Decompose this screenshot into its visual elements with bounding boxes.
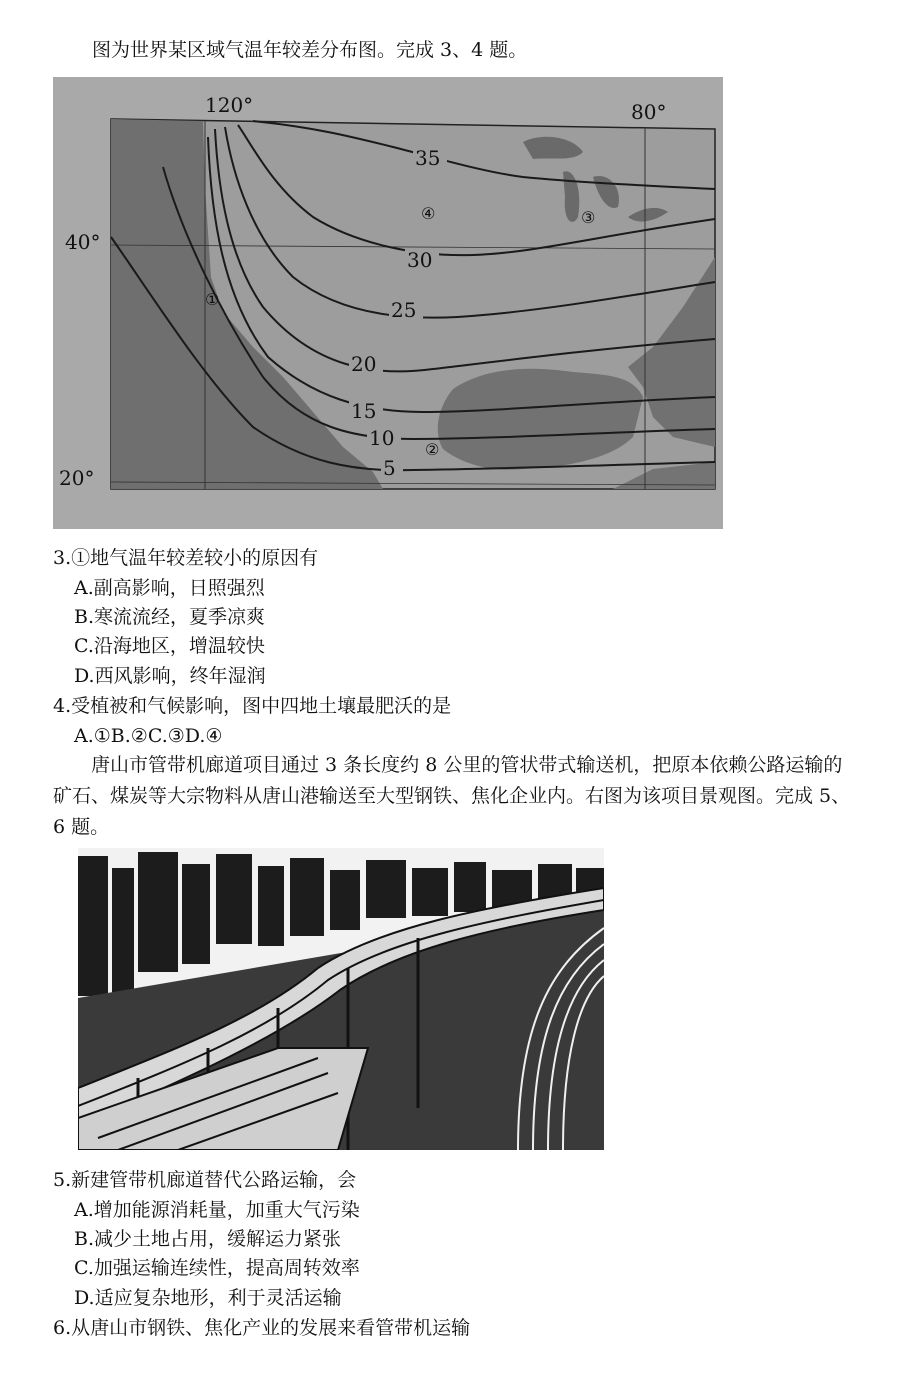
point-2-label: ② — [425, 440, 440, 459]
lat-label-20: 20° — [59, 466, 95, 490]
isoline-label-35: 35 — [415, 146, 441, 170]
point-4-label: ④ — [421, 204, 436, 223]
isoline-label-15: 15 — [351, 399, 377, 423]
point-3-label: ③ — [581, 208, 596, 227]
isoline-label-5: 5 — [383, 456, 396, 480]
isoline-label-20: 20 — [351, 352, 377, 376]
q3-option-b: B.寒流流经，夏季凉爽 — [74, 606, 266, 628]
q6-stem: 6.从唐山市钢铁、焦化产业的发展来看管带机运输 — [53, 1317, 471, 1339]
lon-label-120: 120° — [205, 93, 254, 117]
q5-stem: 5.新建管带机廊道替代公路运输，会 — [53, 1169, 357, 1191]
isoline-label-25: 25 — [391, 298, 417, 322]
q5-option-a: A.增加能源消耗量，加重大气污染 — [74, 1199, 360, 1221]
q5-option-b: B.减少土地占用，缓解运力紧张 — [74, 1228, 342, 1250]
intro-text-2: 唐山市管带机廊道项目通过 3 条长度约 8 公里的管状带式输送机，把原本依赖公路运输的矿石、煤炭等大宗物料从唐山港输送至大型钢铁、焦化企业内。右图为该项目景观图。完成 5、6 题。 — [53, 754, 851, 838]
point-1-label: ① — [205, 290, 220, 309]
q3-option-c: C.沿海地区，增温较快 — [74, 635, 265, 657]
intro-text-1: 图为世界某区域气温年较差分布图。完成 3、4 题。 — [92, 39, 528, 61]
temperature-range-map — [53, 77, 723, 529]
isoline-label-30: 30 — [407, 248, 433, 272]
q3-stem: 3.①地气温年较差较小的原因有 — [53, 547, 319, 569]
q4-options: A.①B.②C.③D.④ — [74, 725, 223, 747]
isoline-label-10: 10 — [369, 426, 395, 450]
q4-stem: 4.受植被和气候影响，图中四地土壤最肥沃的是 — [53, 695, 452, 717]
q3-option-a: A.副高影响，日照强烈 — [74, 577, 265, 599]
pipe-belt-conveyor-photo — [78, 848, 604, 1150]
q3-option-d: D.西风影响，终年湿润 — [74, 665, 266, 687]
q5-option-d: D.适应复杂地形，利于灵活运输 — [74, 1287, 342, 1309]
lat-label-40: 40° — [65, 230, 101, 254]
q5-option-c: C.加强运输连续性，提高周转效率 — [74, 1257, 360, 1279]
lon-label-80: 80° — [631, 100, 667, 124]
